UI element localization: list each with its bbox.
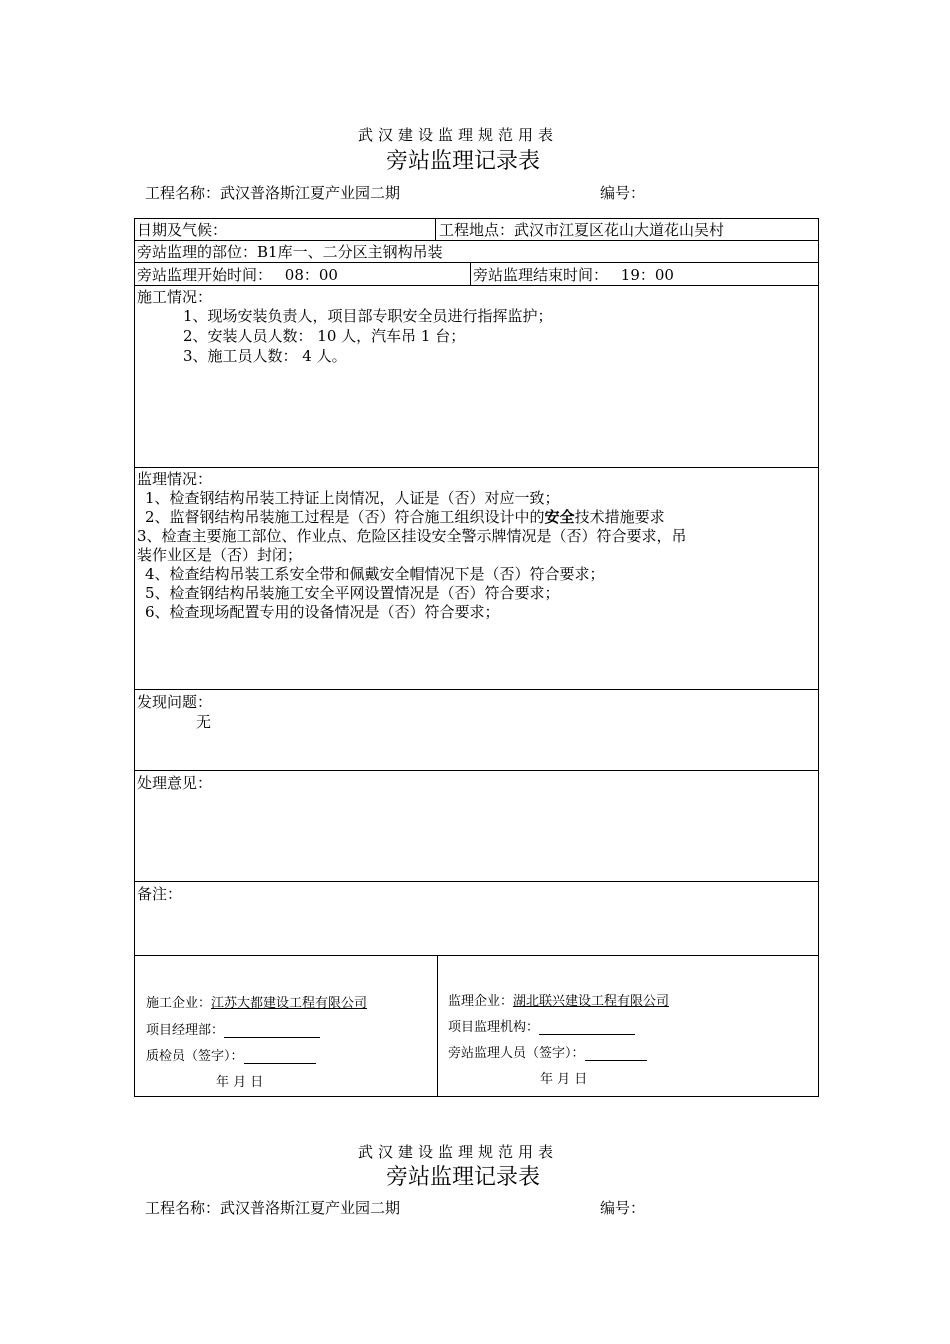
contractor-company-name: 江苏大都建设工程有限公司 <box>211 996 368 1011</box>
contractor-manager-label: 项目经理部： <box>146 1023 225 1038</box>
contractor-manager <box>146 1019 320 1038</box>
supervision-position: 旁站监理的部位：B1库一、二分区主钢构吊装 <box>137 243 443 261</box>
supervision-line-text: 技术措施要求 <box>574 508 665 526</box>
number-label: 编号： <box>600 1199 646 1217</box>
remarks-heading: 备注： <box>137 885 183 903</box>
end-time-label: 旁站监理结束时间： <box>473 266 609 284</box>
supervision-line-text: 2、监督钢结构吊装施工过程是（否）符合施工组织设计中的 <box>145 508 545 526</box>
number-label: 编号： <box>600 184 646 202</box>
supervision-line <box>145 507 665 527</box>
org-signature-blank <box>539 1020 635 1035</box>
construction-line: 1、现场安装负责人，项目部专职安全员进行指挥监护； <box>183 307 553 325</box>
manager-signature-blank <box>224 1023 320 1038</box>
supervision-line: 5、检查钢结构吊装施工安全平网设置情况是（否）符合要求； <box>145 584 560 602</box>
supervision-line: 4、检查结构吊装工系安全带和佩戴安全帽情况下是（否）符合要求； <box>145 565 605 583</box>
supervisor-company-name: 湖北联兴建设工程有限公司 <box>513 994 670 1009</box>
supervision-line: 装作业区是（否）封闭； <box>137 546 303 564</box>
start-time-field <box>137 265 338 285</box>
start-time-value: 08：00 <box>284 266 338 284</box>
end-time-field <box>473 265 674 285</box>
contractor-company-label: 施工企业： <box>146 996 212 1011</box>
supervision-line: 1、检查钢结构吊装工持证上岗情况，人证是（否）对应一致； <box>145 489 560 507</box>
form-title: 旁站监理记录表 <box>386 149 541 174</box>
supervisor-date: 年 月 日 <box>540 1072 588 1087</box>
contractor-date: 年 月 日 <box>216 1075 264 1090</box>
problems-heading: 发现问题： <box>137 693 213 711</box>
contractor-inspector <box>146 1045 316 1064</box>
form-subtitle: 武汉建设监理规范用表 <box>358 126 559 144</box>
site-label: 工程地点：武汉市江夏区花山大道花山吴村 <box>439 221 725 239</box>
supervision-line: 3、检查主要施工部位、作业点、危险区挂设安全警示牌情况是（否）符合要求，吊 <box>137 527 687 545</box>
form-title: 旁站监理记录表 <box>386 1165 541 1190</box>
problems-value: 无 <box>196 713 212 731</box>
project-name-label: 工程名称：武汉普洛斯江夏产业园二期 <box>145 184 401 202</box>
person-signature-blank <box>585 1046 647 1061</box>
construction-line: 2、安装人员人数： 10 人，汽车吊 1 台； <box>183 327 466 345</box>
supervisor-company <box>448 990 669 1009</box>
supervision-line-emphasis: 安全 <box>544 508 575 526</box>
inspector-signature-blank <box>244 1049 316 1064</box>
end-time-value: 19：00 <box>620 266 674 284</box>
supervisor-org-label: 项目监理机构： <box>448 1020 540 1035</box>
supervisor-person-label: 旁站监理人员（签字）： <box>448 1046 585 1061</box>
supervision-heading: 监理情况： <box>137 470 213 488</box>
supervision-line: 6、检查现场配置专用的设备情况是（否）符合要求； <box>145 603 500 621</box>
construction-heading: 施工情况： <box>137 288 213 306</box>
date-weather-label: 日期及气候： <box>137 221 228 239</box>
construction-line: 3、施工员人数： 4 人。 <box>183 347 347 365</box>
project-name-label: 工程名称：武汉普洛斯江夏产业园二期 <box>145 1199 401 1217</box>
opinion-heading: 处理意见： <box>137 774 213 792</box>
form-subtitle: 武汉建设监理规范用表 <box>358 1143 559 1161</box>
start-time-label: 旁站监理开始时间： <box>137 266 273 284</box>
supervisor-person <box>448 1042 647 1061</box>
supervisor-company-label: 监理企业： <box>448 994 514 1009</box>
contractor-inspector-label: 质检员（签字）： <box>146 1049 244 1064</box>
supervisor-org <box>448 1016 635 1035</box>
contractor-company <box>146 992 367 1011</box>
